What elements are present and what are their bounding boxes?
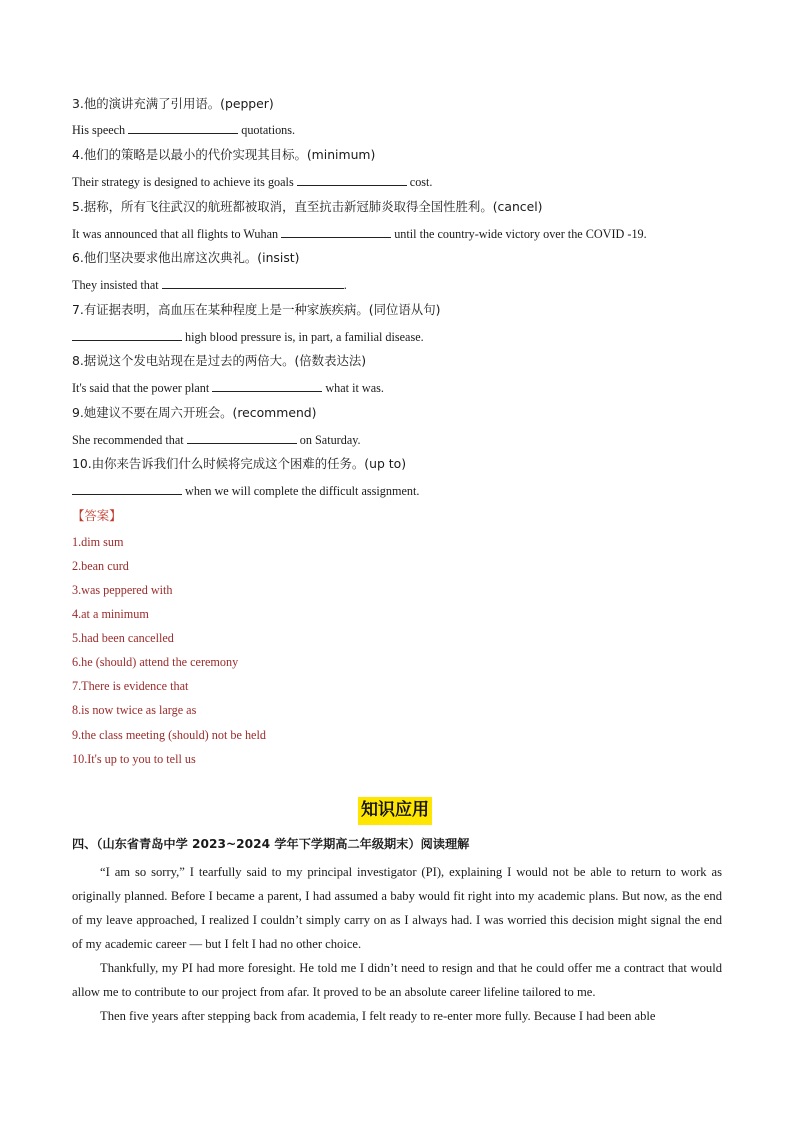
answer-item: 7.There is evidence that (72, 679, 189, 693)
answer-blank[interactable] (128, 122, 238, 134)
sentence-start: She recommended that (72, 433, 184, 447)
answer-item: 2.bean curd (72, 559, 129, 573)
question-sentence (72, 329, 424, 345)
sentence-end: cost. (409, 175, 433, 189)
section-title: 知识应用 (358, 797, 432, 825)
question-sentence (72, 122, 295, 138)
sentence-start: His speech (72, 123, 126, 137)
sentence-end: until the country-wide victory over the COVID -19. (394, 227, 647, 241)
answer-blank[interactable] (187, 432, 297, 444)
answer-item: 1.dim sum (72, 535, 124, 549)
question-prompt: 9.她建议不要在周六开班会。(recommend) (72, 405, 317, 420)
answer-item: 5.had been cancelled (72, 631, 174, 645)
question-prompt: 3.他的演讲充满了引用语。(pepper) (72, 96, 274, 111)
sentence-end: . (343, 278, 347, 292)
question-sentence (72, 174, 432, 190)
passage-paragraph: “I am so sorry,” I tearfully said to my principal investigator (PI), explaining I would not be able to return to work as originally planned. Before I became a parent, I had assumed a baby would fit right into my academic plans. But now, as the end of my leave approached, I realized I couldn’t simply carry on as I always had. I was worried this decision might signal the end of my academic career — but I felt I had no other choice. (72, 865, 722, 951)
question-prompt: 10.由你来告诉我们什么时候将完成这个困难的任务。(up to) (72, 456, 407, 471)
answer-blank[interactable] (162, 277, 344, 289)
sentence-start: It's said that the power plant (72, 381, 210, 395)
answer-blank[interactable] (281, 226, 391, 238)
answer-heading: 【答案】 (72, 508, 122, 523)
answer-blank[interactable] (212, 380, 322, 392)
sentence-end: what it was. (325, 381, 384, 395)
question-sentence (72, 277, 347, 293)
question-prompt: 6.他们坚决要求他出席这次典礼。(insist) (72, 250, 300, 265)
sentence-end: high blood pressure is, in part, a familial disease. (185, 330, 424, 344)
answer-item: 8.is now twice as large as (72, 703, 197, 717)
question-prompt: 7.有证据表明，高血压在某种程度上是一种家族疾病。(同位语从句) (72, 302, 441, 317)
question-sentence (72, 380, 384, 396)
answer-item: 9.the class meeting (should) not be held (72, 728, 266, 742)
answer-blank[interactable] (72, 329, 182, 341)
question-sentence (72, 226, 647, 242)
question-sentence (72, 483, 419, 499)
sentence-end: on Saturday. (299, 433, 361, 447)
answer-item: 4.at a minimum (72, 607, 149, 621)
answer-item: 10.It's up to you to tell us (72, 752, 196, 766)
answer-item: 6.he (should) attend the ceremony (72, 655, 239, 669)
question-prompt: 8.据说这个发电站现在是过去的两倍大。(倍数表达法) (72, 353, 367, 368)
sentence-start: It was announced that all flights to Wuhan (72, 227, 279, 241)
sentence-end: when we will complete the difficult assignment. (185, 484, 420, 498)
question-heading: 四、（山东省青岛中学 2023~2024 学年下学期高二年级期末）阅读理解 (72, 837, 470, 851)
answer-blank[interactable] (297, 174, 407, 186)
passage-paragraph: Then five years after stepping back from academia, I felt ready to re-enter more fully. Because I had been able (100, 1009, 656, 1023)
sentence-start: Their strategy is designed to achieve its goals (72, 175, 294, 189)
question-prompt: 4.他们的策略是以最小的代价实现其目标。(minimum) (72, 147, 376, 162)
question-prompt: 5.据称，所有飞往武汉的航班都被取消，直至抗击新冠肺炎取得全国性胜利。(cancel) (72, 199, 543, 214)
sentence-end: quotations. (241, 123, 296, 137)
answer-blank[interactable] (72, 483, 182, 495)
passage-paragraph: Thankfully, my PI had more foresight. He told me I didn’t need to resign and that he could offer me a contract that would allow me to contribute to our project from afar. It proved to be an absolute career lifeline tailored to me. (72, 961, 722, 999)
question-sentence (72, 432, 361, 448)
answer-item: 3.was peppered with (72, 583, 173, 597)
sentence-start: They insisted that (72, 278, 159, 292)
